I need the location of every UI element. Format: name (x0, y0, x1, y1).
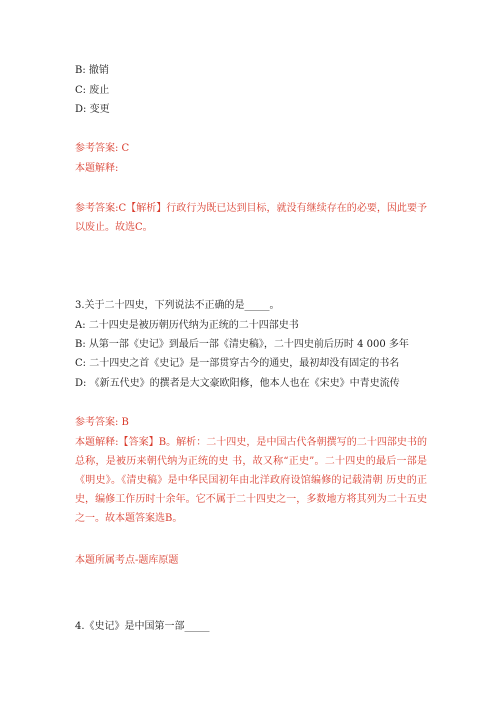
question-text: 4.《史记》是中国第一部_____ (75, 621, 210, 632)
explanation-label: 本题解释: (75, 163, 119, 174)
option-b: B: 从第一部《史记》到最后一部《清史稿》，二十四史前后历时 4 000 多年 (75, 339, 409, 350)
option-c: C: 废止 (75, 85, 110, 96)
option-b: B: 撤销 (75, 65, 109, 76)
option-d: D: 变更 (75, 104, 110, 115)
reference-answer: 参考答案: B (75, 417, 129, 428)
source-note: 本题所属考点-题库原题 (75, 555, 179, 566)
option-d: D: 《新五代史》的撰者是大文豪欧阳修，他本人也在《宋史》中青史流传 (75, 378, 400, 389)
option-c: C: 二十四史之首《史记》是一部贯穿古今的通史，最初却没有固定的书名 (75, 358, 400, 369)
reference-answer: 参考答案: C (75, 143, 130, 154)
explanation-text: 参考答案:C【解析】行政行为既已达到目标，就没有继续存在的必要，因此要予以废止。故选C。 (75, 203, 427, 233)
question-text: 3.关于二十四史，下列说法不正确的是_____。 (75, 300, 280, 311)
explanation-text: 本题解释:【答案】B。解析：二十四史，是中国古代各朝撰写的二十四部史书的总称，是被历来朝代纳为正统的史 书，故又称“正史”。二十四史的最后一部是《明史》。《清史稿》是中华民国初年由北洋政府设馆编修的记载清朝 历史的正史，编修工作历时十余年。它不属于二十四史之一，多数地方将其列为二十五史之一。故本题答案选B。 (75, 437, 427, 524)
option-a: A: 二十四史是被历朝历代纳为正统的二十四部史书 (75, 320, 299, 331)
